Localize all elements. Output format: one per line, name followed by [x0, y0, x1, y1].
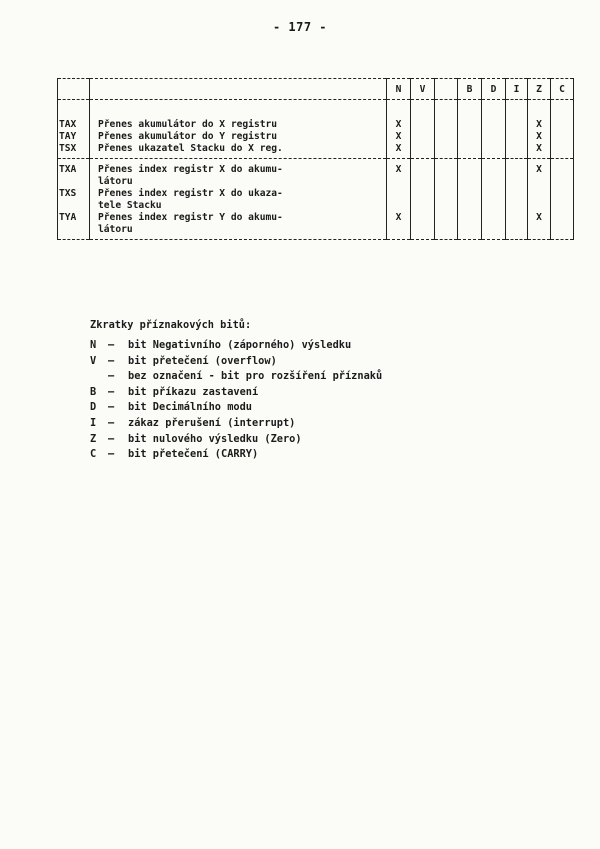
description-line: látoru	[98, 224, 133, 235]
flag-cell	[411, 188, 435, 212]
flag-cell	[551, 188, 574, 212]
flag-cell	[506, 131, 528, 143]
flag-cell	[458, 131, 482, 143]
flag-cell	[411, 159, 435, 189]
flag-cell	[435, 100, 458, 132]
instruction-code: TYA	[58, 212, 90, 240]
table-row	[58, 188, 574, 212]
legend-text: bit příkazu zastavení	[128, 385, 259, 398]
flag-cell: X	[528, 143, 551, 159]
header-cell: B	[458, 79, 482, 100]
flag-cell	[435, 131, 458, 143]
header-cell	[58, 79, 90, 100]
legend-item	[90, 432, 382, 448]
description-line: Přenes index registr X do akumu-	[98, 164, 283, 175]
flag-cell	[411, 212, 435, 240]
legend-text: bit přetečení (CARRY)	[128, 448, 259, 461]
description-line: tele Stacku	[98, 200, 162, 211]
flag-cell	[482, 143, 506, 159]
flag-cell: X	[387, 212, 411, 240]
header-cell	[435, 79, 458, 100]
header-cell: V	[411, 79, 435, 100]
instruction-code: TAY	[58, 131, 90, 143]
flag-cell	[506, 159, 528, 189]
flag-cell: X	[387, 159, 411, 189]
description-line: Přenes index registr Y do akumu-	[98, 212, 283, 223]
flag-cell	[506, 188, 528, 212]
flag-cell	[387, 188, 411, 212]
table-row	[58, 100, 574, 132]
page-number: - 177 -	[272, 20, 328, 34]
instruction-description	[90, 159, 387, 189]
flag-cell	[411, 131, 435, 143]
header-cell: D	[482, 79, 506, 100]
flag-cell	[551, 212, 574, 240]
flag-cell	[482, 159, 506, 189]
flag-cell	[506, 212, 528, 240]
header-cell: N	[387, 79, 411, 100]
instruction-code: TSX	[58, 143, 90, 159]
header-cell: Z	[528, 79, 551, 100]
table-row	[58, 212, 574, 240]
flag-cell	[435, 188, 458, 212]
legend-item	[90, 385, 382, 401]
instruction-description	[90, 188, 387, 212]
legend-item	[90, 447, 382, 463]
flag-cell: X	[528, 131, 551, 143]
instruction-description	[90, 131, 387, 143]
table-row	[58, 159, 574, 189]
flag-cell	[551, 143, 574, 159]
flag-cell	[482, 100, 506, 132]
legend-letter: C	[90, 448, 97, 461]
flag-cell	[458, 159, 482, 189]
legend-text: bit Decimálního modu	[128, 401, 252, 414]
legend-title: Zkratky příznakových bitů:	[90, 319, 252, 331]
flag-cell: X	[528, 212, 551, 240]
legend-text: bit nulového výsledku (Zero)	[128, 432, 302, 445]
legend-dash: –	[108, 370, 115, 383]
flag-cell	[528, 188, 551, 212]
legend-item	[90, 338, 382, 354]
flag-cell	[482, 188, 506, 212]
flag-cell	[551, 131, 574, 143]
instruction-flags-table	[57, 78, 574, 240]
flag-cell	[435, 143, 458, 159]
flag-legend	[90, 318, 382, 463]
instruction-description	[90, 212, 387, 240]
flag-cell	[411, 143, 435, 159]
flag-cell	[458, 188, 482, 212]
flag-cell	[506, 143, 528, 159]
flag-cell	[551, 100, 574, 132]
legend-item	[90, 354, 382, 370]
description-line: Přenes index registr X do ukaza-	[98, 188, 283, 199]
legend-dash: –	[108, 448, 115, 461]
header-cell: C	[551, 79, 574, 100]
legend-letter: V	[90, 354, 97, 367]
header-cell: I	[506, 79, 528, 100]
legend-dash: –	[108, 401, 115, 414]
description-line: Přenes akumulátor do X registru	[98, 119, 278, 130]
flag-cell	[482, 212, 506, 240]
instruction-code: TAX	[58, 100, 90, 132]
flag-cell: X	[528, 100, 551, 132]
flag-cell: X	[387, 143, 411, 159]
legend-dash: –	[108, 432, 115, 445]
legend-text: bit Negativního (záporného) výsledku	[128, 339, 352, 351]
flag-cell	[435, 212, 458, 240]
legend-item	[90, 369, 382, 385]
legend-letter: D	[90, 401, 97, 414]
table-header-row	[58, 79, 574, 100]
flag-cell: X	[528, 159, 551, 189]
legend-letter: Z	[90, 432, 97, 445]
flag-cell	[435, 159, 458, 189]
flag-cell	[506, 100, 528, 132]
flag-cell	[458, 100, 482, 132]
legend-dash: –	[108, 416, 115, 429]
legend-text: zákaz přerušení (interrupt)	[128, 416, 296, 429]
description-line: látoru	[98, 176, 133, 187]
flag-cell	[482, 131, 506, 143]
flag-cell	[551, 159, 574, 189]
table-row	[58, 131, 574, 143]
description-line: Přenes ukazatel Stacku do X reg.	[98, 143, 283, 154]
instruction-code: TXS	[58, 188, 90, 212]
legend-item	[90, 416, 382, 432]
legend-letter: I	[90, 416, 97, 429]
flag-cell: X	[387, 131, 411, 143]
table-group-transfers-2	[58, 159, 574, 240]
legend-letter: N	[90, 339, 97, 351]
legend-dash: –	[108, 354, 115, 367]
instruction-code: TXA	[58, 159, 90, 189]
legend-list	[90, 338, 382, 463]
instruction-description	[90, 100, 387, 132]
description-line: Přenes akumulátor do Y registru	[98, 131, 278, 142]
legend-dash: –	[108, 385, 115, 398]
legend-letter: B	[90, 385, 97, 398]
legend-text: bit přetečení (overflow)	[128, 354, 277, 367]
header-cell	[90, 79, 387, 100]
legend-text: bez označení - bit pro rozšíření příznaků	[128, 370, 383, 383]
legend-item	[90, 400, 382, 416]
table-row	[58, 143, 574, 159]
legend-dash: –	[108, 339, 115, 351]
flag-cell	[458, 143, 482, 159]
flag-cell	[411, 100, 435, 132]
flag-cell	[458, 212, 482, 240]
legend-letter	[90, 369, 108, 385]
flag-cell: X	[387, 100, 411, 132]
instruction-description	[90, 143, 387, 159]
table-group-transfers-1	[58, 100, 574, 159]
